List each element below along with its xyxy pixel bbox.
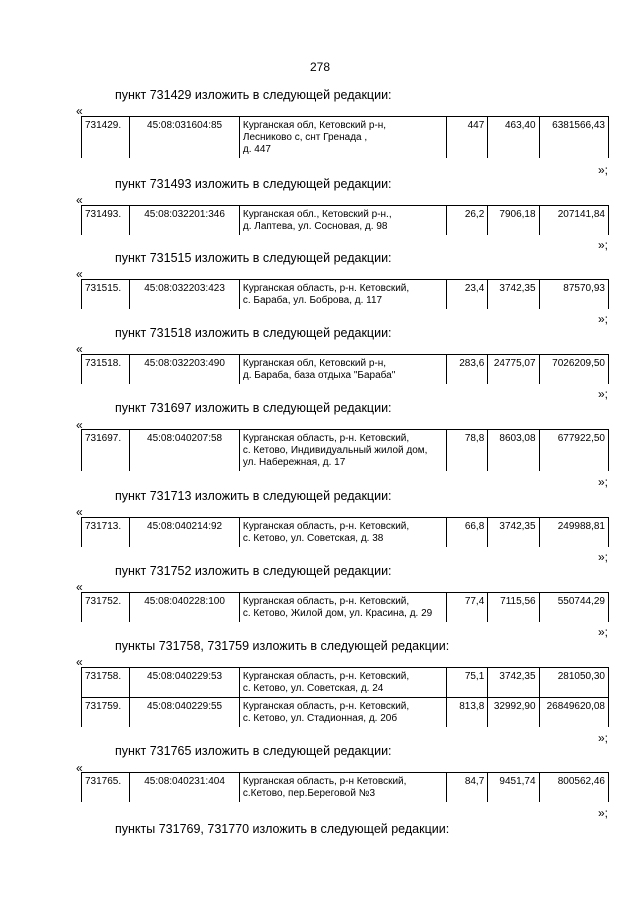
opening-quote: «	[76, 761, 83, 775]
item-number-cell: 731758.	[82, 668, 130, 698]
address-cell	[239, 430, 446, 472]
area-cell: 84,7	[447, 773, 488, 803]
property-table	[81, 205, 609, 235]
amendment-heading: пункт 731765 изложить в следующей редакции:	[115, 744, 392, 758]
address-line: с. Кетово, ул. Советская, д. 24	[242, 683, 384, 694]
cadastral-value-cell: 281050,30	[539, 668, 608, 698]
closing-quote: »;	[598, 238, 609, 252]
address-line: Курганская область, р-н Кетовский,	[242, 776, 407, 787]
closing-quote: »;	[598, 475, 609, 489]
area-cell: 813,8	[447, 698, 488, 728]
address-line: Курганская область, р-н. Кетовский,	[242, 433, 410, 444]
property-table	[81, 279, 609, 309]
cadastral-value-cell: 550744,29	[539, 593, 608, 623]
address-line: Курганская область, р-н. Кетовский,	[242, 701, 410, 712]
item-number-cell: 731713.	[82, 518, 130, 548]
address-line: д. Бараба, база отдыха "Бараба"	[242, 370, 396, 381]
cadastral-number-cell: 45:08:032203:490	[130, 355, 240, 385]
unit-price-cell: 32992,90	[488, 698, 539, 728]
closing-quote: »;	[598, 550, 609, 564]
property-table	[81, 517, 609, 547]
cadastral-number-cell: 45:08:040231:404	[130, 773, 240, 803]
address-cell	[239, 698, 446, 728]
table-row	[82, 206, 609, 236]
address-line: Лесниково с, снт Гренада ,	[242, 132, 368, 143]
address-cell	[239, 117, 446, 159]
item-number-cell: 731493.	[82, 206, 130, 236]
unit-price-cell: 7906,18	[488, 206, 539, 236]
property-table	[81, 592, 609, 622]
address-line: д. 447	[242, 144, 271, 155]
area-cell: 77,4	[447, 593, 488, 623]
table-row	[82, 355, 609, 385]
table-row	[82, 668, 609, 698]
unit-price-cell: 9451,74	[488, 773, 539, 803]
address-cell	[239, 355, 446, 385]
address-cell	[239, 773, 446, 803]
address-line: Курганская область, р-н. Кетовский,	[242, 596, 410, 607]
address-line: Курганская обл, Кетовский р-н,	[242, 358, 387, 369]
address-line: Курганская обл., Кетовский р-н.,	[242, 209, 392, 220]
item-number-cell: 731515.	[82, 280, 130, 310]
item-number-cell: 731765.	[82, 773, 130, 803]
cadastral-number-cell: 45:08:032203:423	[130, 280, 240, 310]
table-row	[82, 518, 609, 548]
table-row	[82, 593, 609, 623]
address-cell	[239, 206, 446, 236]
table-row	[82, 430, 609, 472]
amendment-heading: пункты 731758, 731759 изложить в следующей редакции:	[115, 639, 450, 653]
area-cell: 283,6	[447, 355, 488, 385]
address-line: ул. Набережная, д. 17	[242, 457, 346, 468]
cadastral-number-cell: 45:08:031604:85	[130, 117, 240, 159]
cadastral-number-cell: 45:08:040228:100	[130, 593, 240, 623]
opening-quote: «	[76, 342, 83, 356]
unit-price-cell: 463,40	[488, 117, 539, 159]
amendment-heading: пункт 731518 изложить в следующей редакции:	[115, 326, 392, 340]
item-number-cell: 731429.	[82, 117, 130, 159]
address-cell	[239, 280, 446, 310]
closing-quote: »;	[598, 625, 609, 639]
address-line: с. Кетово, ул. Советская, д. 38	[242, 533, 384, 544]
amendment-heading: пункт 731697 изложить в следующей редакции:	[115, 401, 392, 415]
property-table	[81, 354, 609, 384]
item-number-cell: 731752.	[82, 593, 130, 623]
cadastral-number-cell: 45:08:040229:53	[130, 668, 240, 698]
table-row	[82, 698, 609, 728]
opening-quote: «	[76, 505, 83, 519]
opening-quote: «	[76, 104, 83, 118]
address-line: Курганская обл, Кетовский р-н,	[242, 120, 387, 131]
address-line: с. Кетово, Жилой дом, ул. Красина, д. 29	[242, 608, 433, 619]
table-row	[82, 773, 609, 803]
property-table	[81, 116, 609, 158]
address-cell	[239, 593, 446, 623]
closing-quote: »;	[598, 312, 609, 326]
area-cell: 23,4	[447, 280, 488, 310]
amendment-heading: пункт 731713 изложить в следующей редакции:	[115, 489, 392, 503]
item-number-cell: 731697.	[82, 430, 130, 472]
cadastral-value-cell: 249988,81	[539, 518, 608, 548]
unit-price-cell: 24775,07	[488, 355, 539, 385]
area-cell: 447	[447, 117, 488, 159]
amendment-heading: пункт 731493 изложить в следующей редакции:	[115, 177, 392, 191]
address-line: д. Лаптева, ул. Сосновая, д. 98	[242, 221, 388, 232]
item-number-cell: 731759.	[82, 698, 130, 728]
cadastral-number-cell: 45:08:032201:346	[130, 206, 240, 236]
page-number: 278	[309, 60, 331, 74]
unit-price-cell: 3742,35	[488, 518, 539, 548]
cadastral-value-cell: 207141,84	[539, 206, 608, 236]
cadastral-number-cell: 45:08:040214:92	[130, 518, 240, 548]
closing-quote: »;	[598, 806, 609, 820]
opening-quote: «	[76, 267, 83, 281]
property-table	[81, 667, 609, 727]
unit-price-cell: 3742,35	[488, 668, 539, 698]
area-cell: 78,8	[447, 430, 488, 472]
opening-quote: «	[76, 418, 83, 432]
unit-price-cell: 7115,56	[488, 593, 539, 623]
area-cell: 75,1	[447, 668, 488, 698]
opening-quote: «	[76, 580, 83, 594]
unit-price-cell: 3742,35	[488, 280, 539, 310]
table-row	[82, 117, 609, 159]
cadastral-number-cell: 45:08:040229:55	[130, 698, 240, 728]
unit-price-cell: 8603,08	[488, 430, 539, 472]
cadastral-value-cell: 87570,93	[539, 280, 608, 310]
table-row	[82, 280, 609, 310]
cadastral-value-cell: 677922,50	[539, 430, 608, 472]
address-cell	[239, 668, 446, 698]
opening-quote: «	[76, 655, 83, 669]
property-table	[81, 772, 609, 802]
address-line: Курганская область, р-н. Кетовский,	[242, 521, 410, 532]
cadastral-value-cell: 6381566,43	[539, 117, 608, 159]
area-cell: 66,8	[447, 518, 488, 548]
item-number-cell: 731518.	[82, 355, 130, 385]
closing-quote: »;	[598, 387, 609, 401]
address-line: с. Бараба, ул. Боброва, д. 117	[242, 295, 383, 306]
area-cell: 26,2	[447, 206, 488, 236]
amendment-heading: пункт 731515 изложить в следующей редакции:	[115, 251, 392, 265]
address-line: с. Кетово, ул. Стадионная, д. 20б	[242, 713, 398, 724]
address-line: Курганская область, р-н. Кетовский,	[242, 671, 410, 682]
cadastral-value-cell: 800562,46	[539, 773, 608, 803]
amendment-heading: пункт 731429 изложить в следующей редакции:	[115, 88, 392, 102]
address-line: с. Кетово, Индивидуальный жилой дом,	[242, 445, 428, 456]
address-line: Курганская область, р-н. Кетовский,	[242, 283, 410, 294]
address-cell	[239, 518, 446, 548]
cadastral-value-cell: 7026209,50	[539, 355, 608, 385]
property-table	[81, 429, 609, 471]
amendment-heading: пункт 731752 изложить в следующей редакции:	[115, 564, 392, 578]
amendment-heading: пункты 731769, 731770 изложить в следующей редакции:	[115, 822, 450, 836]
closing-quote: »;	[598, 731, 609, 745]
opening-quote: «	[76, 193, 83, 207]
address-line: с.Кетово, пер.Береговой №3	[242, 788, 376, 799]
closing-quote: »;	[598, 163, 609, 177]
cadastral-number-cell: 45:08:040207:58	[130, 430, 240, 472]
cadastral-value-cell: 26849620,08	[539, 698, 608, 728]
